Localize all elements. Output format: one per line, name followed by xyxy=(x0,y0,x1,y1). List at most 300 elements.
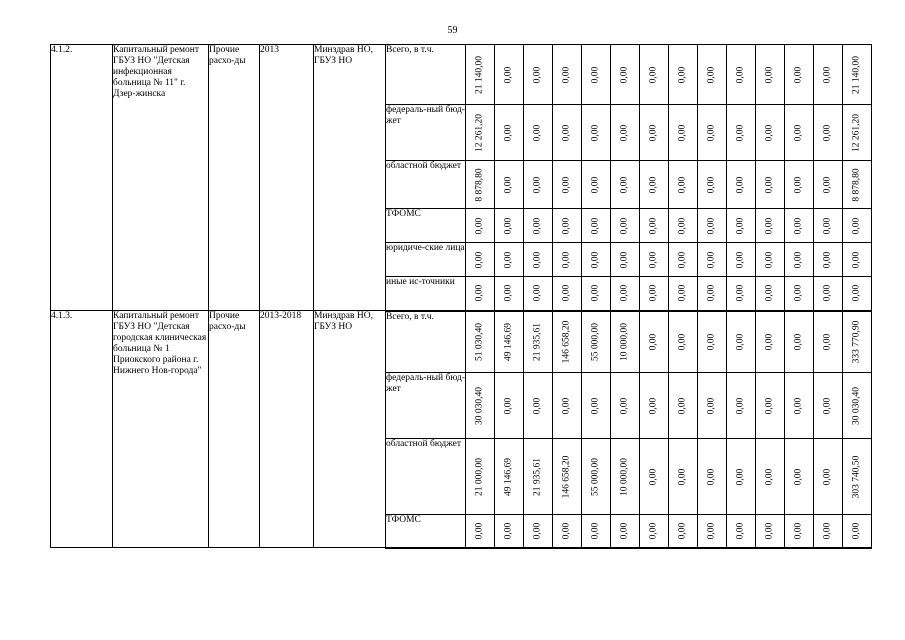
amount-cell xyxy=(640,243,669,277)
amount-cell xyxy=(814,439,843,515)
funding-source: юридиче-ские лица xyxy=(386,243,466,277)
amount-value: 146 658,20 xyxy=(561,320,572,364)
amount-value: 0,00 xyxy=(851,217,862,234)
amount-cell xyxy=(582,311,611,373)
amount-cell xyxy=(553,515,582,548)
amount-cell xyxy=(582,277,611,311)
funding-source: ТФОМС xyxy=(386,209,466,243)
amount-value: 0,00 xyxy=(793,66,804,83)
amount-value: 0,00 xyxy=(503,522,514,540)
amount-cell xyxy=(495,439,524,515)
amount-value: 0,00 xyxy=(764,217,775,234)
amount-value: 0,00 xyxy=(561,251,572,268)
amount-cell xyxy=(785,105,814,161)
amount-value: 21 140,00 xyxy=(851,55,862,94)
amount-value: 0,00 xyxy=(764,397,775,414)
amount-cell xyxy=(553,161,582,209)
funding-source: Всего, в т.ч. xyxy=(386,45,466,105)
amount-value: 21 935,61 xyxy=(532,457,543,496)
amount-value: 0,00 xyxy=(561,522,572,540)
amount-value: 0,00 xyxy=(561,217,572,234)
executor: Минздрав НО, ГБУЗ НО xyxy=(314,311,386,548)
amount-cell xyxy=(495,161,524,209)
amount-value: 0,00 xyxy=(735,124,746,141)
amount-cell xyxy=(727,161,756,209)
amount-value: 0,00 xyxy=(648,176,659,193)
amount-cell xyxy=(524,209,553,243)
amount-value: 0,00 xyxy=(503,251,514,268)
amount-cell xyxy=(669,209,698,243)
amount-cell xyxy=(785,243,814,277)
amount-cell xyxy=(611,515,640,548)
amount-value: 0,00 xyxy=(793,468,804,485)
table-row xyxy=(51,311,872,373)
amount-value: 0,00 xyxy=(764,251,775,268)
amount-value: 0,00 xyxy=(532,397,543,414)
amount-value: 0,00 xyxy=(764,176,775,193)
amount-value: 8 878,80 xyxy=(851,167,862,202)
amount-value: 0,00 xyxy=(590,217,601,234)
amount-cell xyxy=(466,311,495,373)
amount-cell xyxy=(524,515,553,548)
amount-cell xyxy=(582,45,611,105)
amount-value: 0,00 xyxy=(590,66,601,83)
funding-source: ТФОМС xyxy=(386,515,466,548)
amount-cell xyxy=(611,439,640,515)
amount-value: 21 000,00 xyxy=(474,457,485,496)
amount-value: 0,00 xyxy=(503,217,514,234)
amount-value: 0,00 xyxy=(677,251,688,268)
amount-value: 0,00 xyxy=(619,397,630,414)
amount-value: 0,00 xyxy=(648,124,659,141)
amount-cell xyxy=(466,243,495,277)
amount-cell xyxy=(640,209,669,243)
amount-cell xyxy=(843,277,872,311)
amount-cell xyxy=(640,161,669,209)
page-number: 59 xyxy=(447,25,458,36)
amount-cell xyxy=(466,515,495,548)
amount-cell xyxy=(524,105,553,161)
amount-cell xyxy=(698,515,727,548)
amount-value: 0,00 xyxy=(648,397,659,414)
executor: Минздрав НО, ГБУЗ НО xyxy=(314,45,386,311)
amount-value: 0,00 xyxy=(648,468,659,485)
amount-value: 0,00 xyxy=(764,522,775,540)
amount-value: 0,00 xyxy=(590,284,601,302)
amount-cell xyxy=(698,161,727,209)
amount-value: 0,00 xyxy=(706,397,717,414)
amount-cell xyxy=(698,277,727,311)
amount-cell xyxy=(814,373,843,439)
amount-value: 0,00 xyxy=(532,66,543,83)
amount-value: 0,00 xyxy=(503,66,514,83)
amount-value: 0,00 xyxy=(561,397,572,414)
amount-value: 0,00 xyxy=(503,397,514,414)
amount-value: 0,00 xyxy=(735,284,746,302)
amount-cell xyxy=(727,439,756,515)
amount-value: 0,00 xyxy=(735,66,746,83)
amount-cell xyxy=(553,373,582,439)
amount-cell xyxy=(524,243,553,277)
amount-value: 0,00 xyxy=(619,284,630,302)
amount-cell xyxy=(640,439,669,515)
amount-cell xyxy=(611,105,640,161)
amount-cell xyxy=(698,209,727,243)
amount-value: 0,00 xyxy=(764,333,775,351)
amount-value: 0,00 xyxy=(619,217,630,234)
amount-value: 0,00 xyxy=(590,397,601,414)
amount-value: 0,00 xyxy=(822,468,833,485)
amount-cell xyxy=(524,277,553,311)
amount-value: 30 030,40 xyxy=(474,386,485,425)
amount-cell xyxy=(843,161,872,209)
amount-value: 0,00 xyxy=(764,66,775,83)
amount-value: 0,00 xyxy=(764,124,775,141)
amount-value: 0,00 xyxy=(590,522,601,540)
funding-source: федераль-ный бюд-жет xyxy=(386,105,466,161)
amount-value: 0,00 xyxy=(822,284,833,302)
amount-value: 0,00 xyxy=(822,124,833,141)
amount-value: 0,00 xyxy=(532,217,543,234)
amount-cell xyxy=(698,311,727,373)
amount-value: 0,00 xyxy=(735,176,746,193)
amount-cell xyxy=(698,373,727,439)
amount-cell xyxy=(582,105,611,161)
amount-cell xyxy=(843,515,872,548)
amount-value: 0,00 xyxy=(822,397,833,414)
amount-cell xyxy=(582,209,611,243)
amount-cell xyxy=(756,45,785,105)
amount-value: 0,00 xyxy=(648,251,659,268)
amount-cell xyxy=(785,515,814,548)
amount-cell xyxy=(785,373,814,439)
amount-value: 0,00 xyxy=(735,333,746,351)
amount-cell xyxy=(611,161,640,209)
amount-value: 0,00 xyxy=(677,217,688,234)
amount-cell xyxy=(553,439,582,515)
amount-cell xyxy=(756,373,785,439)
amount-value: 21 140,00 xyxy=(474,55,485,94)
amount-cell xyxy=(466,277,495,311)
amount-cell xyxy=(727,105,756,161)
amount-value: 0,00 xyxy=(706,217,717,234)
amount-value: 0,00 xyxy=(706,468,717,485)
amount-value: 0,00 xyxy=(793,251,804,268)
amount-cell xyxy=(582,515,611,548)
amount-value: 0,00 xyxy=(532,522,543,540)
amount-cell xyxy=(785,439,814,515)
amount-cell xyxy=(495,105,524,161)
funding-source: Всего, в т.ч. xyxy=(386,311,466,373)
amount-cell xyxy=(727,515,756,548)
amount-value: 0,00 xyxy=(474,251,485,268)
amount-cell xyxy=(669,515,698,548)
amount-cell xyxy=(727,277,756,311)
amount-value: 8 878,80 xyxy=(474,167,485,202)
amount-value: 0,00 xyxy=(735,468,746,485)
amount-value: 0,00 xyxy=(793,333,804,351)
amount-cell xyxy=(640,311,669,373)
amount-cell xyxy=(669,373,698,439)
amount-value: 0,00 xyxy=(706,124,717,141)
amount-cell xyxy=(814,243,843,277)
expense-type: Прочие расхо-ды xyxy=(209,45,260,311)
expense-type: Прочие расхо-ды xyxy=(209,311,260,548)
amount-cell xyxy=(756,515,785,548)
amount-cell xyxy=(814,45,843,105)
amount-cell xyxy=(611,311,640,373)
amount-value: 55 000,00 xyxy=(590,457,601,496)
amount-value: 0,00 xyxy=(561,284,572,302)
amount-value: 0,00 xyxy=(677,333,688,351)
amount-cell xyxy=(553,209,582,243)
amount-cell xyxy=(466,209,495,243)
amount-cell xyxy=(495,45,524,105)
amount-value: 51 030,40 xyxy=(474,322,485,361)
amount-value: 0,00 xyxy=(648,333,659,351)
amount-cell xyxy=(843,311,872,373)
amount-value: 0,00 xyxy=(822,217,833,234)
amount-value: 0,00 xyxy=(648,66,659,83)
amount-value: 0,00 xyxy=(706,522,717,540)
amount-cell xyxy=(582,161,611,209)
amount-cell xyxy=(727,373,756,439)
amount-value: 0,00 xyxy=(793,176,804,193)
amount-cell xyxy=(524,161,553,209)
amount-cell xyxy=(727,311,756,373)
amount-cell xyxy=(524,311,553,373)
amount-value: 0,00 xyxy=(793,522,804,540)
amount-cell xyxy=(611,277,640,311)
amount-cell xyxy=(756,439,785,515)
amount-cell xyxy=(669,105,698,161)
amount-value: 0,00 xyxy=(677,124,688,141)
amount-value: 12 261,20 xyxy=(851,113,862,152)
amount-cell xyxy=(756,277,785,311)
amount-value: 10 000,00 xyxy=(619,322,630,361)
amount-value: 0,00 xyxy=(764,284,775,302)
amount-cell xyxy=(727,209,756,243)
amount-value: 0,00 xyxy=(706,66,717,83)
amount-value: 10 000,00 xyxy=(619,457,630,496)
amount-cell xyxy=(669,45,698,105)
amount-value: 0,00 xyxy=(822,522,833,540)
amount-value: 0,00 xyxy=(706,284,717,302)
amount-value: 0,00 xyxy=(503,176,514,193)
amount-value: 0,00 xyxy=(793,124,804,141)
amount-cell xyxy=(640,105,669,161)
amount-value: 0,00 xyxy=(793,397,804,414)
amount-cell xyxy=(843,243,872,277)
amount-cell xyxy=(524,373,553,439)
amount-value: 0,00 xyxy=(677,522,688,540)
amount-cell xyxy=(756,243,785,277)
amount-cell xyxy=(640,515,669,548)
amount-cell xyxy=(727,243,756,277)
amount-value: 0,00 xyxy=(735,522,746,540)
amount-cell xyxy=(524,439,553,515)
amount-value: 49 146,69 xyxy=(503,322,514,361)
amount-cell xyxy=(785,45,814,105)
amount-cell xyxy=(466,45,495,105)
amount-value: 0,00 xyxy=(590,176,601,193)
amount-cell xyxy=(814,277,843,311)
amount-value: 0,00 xyxy=(503,284,514,302)
amount-value: 0,00 xyxy=(822,251,833,268)
amount-value: 0,00 xyxy=(532,284,543,302)
amount-value: 21 935,61 xyxy=(532,322,543,361)
amount-cell xyxy=(611,243,640,277)
amount-value: 0,00 xyxy=(532,251,543,268)
amount-value: 55 000,00 xyxy=(590,322,601,361)
amount-cell xyxy=(785,277,814,311)
funding-source: областной бюджет xyxy=(386,161,466,209)
amount-cell xyxy=(553,277,582,311)
amount-value: 0,00 xyxy=(619,176,630,193)
amount-cell xyxy=(756,311,785,373)
implementation-period: 2013-2018 xyxy=(260,311,314,548)
amount-value: 0,00 xyxy=(532,124,543,141)
amount-value: 0,00 xyxy=(648,522,659,540)
amount-cell xyxy=(698,45,727,105)
amount-cell xyxy=(843,45,872,105)
amount-cell xyxy=(611,45,640,105)
amount-value: 0,00 xyxy=(735,251,746,268)
funding-source: областной бюджет xyxy=(386,439,466,515)
item-code: 4.1.2. xyxy=(51,45,113,311)
amount-cell xyxy=(495,277,524,311)
amount-value: 0,00 xyxy=(677,176,688,193)
amount-cell xyxy=(756,209,785,243)
amount-cell xyxy=(553,45,582,105)
amount-cell xyxy=(495,515,524,548)
amount-cell xyxy=(785,209,814,243)
amount-cell xyxy=(814,161,843,209)
amount-cell xyxy=(495,373,524,439)
amount-cell xyxy=(698,105,727,161)
amount-cell xyxy=(843,209,872,243)
amount-value: 0,00 xyxy=(532,176,543,193)
amount-cell xyxy=(698,439,727,515)
amount-cell xyxy=(466,439,495,515)
amount-value: 0,00 xyxy=(851,522,862,540)
amount-value: 0,00 xyxy=(677,397,688,414)
amount-cell xyxy=(582,439,611,515)
amount-cell xyxy=(843,105,872,161)
amount-value: 146 658,20 xyxy=(561,455,572,498)
item-name: Капитальный ремонт ГБУЗ НО "Детская городская клиническая больница № 1 Приокского района г. Нижнего Нов-города" xyxy=(113,311,209,548)
amount-cell xyxy=(611,209,640,243)
amount-value: 0,00 xyxy=(619,522,630,540)
amount-value: 0,00 xyxy=(677,468,688,485)
amount-cell xyxy=(466,161,495,209)
amount-value: 0,00 xyxy=(706,333,717,351)
amount-value: 0,00 xyxy=(561,66,572,83)
amount-value: 0,00 xyxy=(590,124,601,141)
amount-value: 0,00 xyxy=(851,251,862,268)
amount-cell xyxy=(524,45,553,105)
amount-cell xyxy=(785,161,814,209)
amount-value: 0,00 xyxy=(706,251,717,268)
amount-value: 333 770,90 xyxy=(851,320,862,364)
amount-value: 0,00 xyxy=(474,284,485,302)
amount-value: 0,00 xyxy=(561,176,572,193)
amount-cell xyxy=(814,515,843,548)
amount-cell xyxy=(582,373,611,439)
amount-cell xyxy=(466,373,495,439)
amount-cell xyxy=(582,243,611,277)
amount-cell xyxy=(843,439,872,515)
amount-cell xyxy=(640,373,669,439)
amount-value: 49 146,69 xyxy=(503,457,514,496)
amount-cell xyxy=(553,243,582,277)
amount-cell xyxy=(814,209,843,243)
amount-value: 0,00 xyxy=(793,284,804,302)
amount-value: 0,00 xyxy=(822,66,833,83)
item-code: 4.1.3. xyxy=(51,311,113,548)
amount-value: 0,00 xyxy=(619,124,630,141)
table-row xyxy=(51,45,872,105)
amount-cell xyxy=(698,243,727,277)
amount-value: 0,00 xyxy=(822,333,833,351)
amount-cell xyxy=(669,243,698,277)
amount-cell xyxy=(756,105,785,161)
amount-cell xyxy=(466,105,495,161)
amount-value: 0,00 xyxy=(474,522,485,540)
amount-cell xyxy=(640,277,669,311)
amount-value: 0,00 xyxy=(851,284,862,302)
amount-value: 0,00 xyxy=(706,176,717,193)
amount-cell xyxy=(495,311,524,373)
amount-value: 0,00 xyxy=(619,66,630,83)
item-name: Капитальный ремонт ГБУЗ НО "Детская инфекционная больница № 11" г. Дзер-жинска xyxy=(113,45,209,311)
amount-value: 12 261,20 xyxy=(474,113,485,152)
amount-cell xyxy=(669,439,698,515)
amount-value: 0,00 xyxy=(619,251,630,268)
amount-value: 0,00 xyxy=(764,468,775,485)
amount-cell xyxy=(553,311,582,373)
amount-cell xyxy=(814,311,843,373)
amount-value: 0,00 xyxy=(590,251,601,268)
amount-value: 0,00 xyxy=(648,217,659,234)
funding-source: федераль-ный бюд-жет xyxy=(386,373,466,439)
amount-cell xyxy=(611,373,640,439)
amount-cell xyxy=(814,105,843,161)
amount-value: 0,00 xyxy=(735,217,746,234)
amount-value: 303 740,50 xyxy=(851,455,862,498)
amount-cell xyxy=(640,45,669,105)
amount-value: 30 030,40 xyxy=(851,386,862,425)
amount-cell xyxy=(669,311,698,373)
amount-cell xyxy=(669,161,698,209)
amount-cell xyxy=(669,277,698,311)
amount-cell xyxy=(495,243,524,277)
implementation-period: 2013 xyxy=(260,45,314,311)
amount-cell xyxy=(756,161,785,209)
amount-value: 0,00 xyxy=(677,66,688,83)
amount-cell xyxy=(843,373,872,439)
amount-value: 0,00 xyxy=(561,124,572,141)
amount-value: 0,00 xyxy=(648,284,659,302)
amount-value: 0,00 xyxy=(677,284,688,302)
amount-cell xyxy=(785,311,814,373)
amount-value: 0,00 xyxy=(474,217,485,234)
budget-table xyxy=(50,44,872,549)
amount-cell xyxy=(727,45,756,105)
amount-cell xyxy=(553,105,582,161)
amount-value: 0,00 xyxy=(793,217,804,234)
amount-value: 0,00 xyxy=(822,176,833,193)
